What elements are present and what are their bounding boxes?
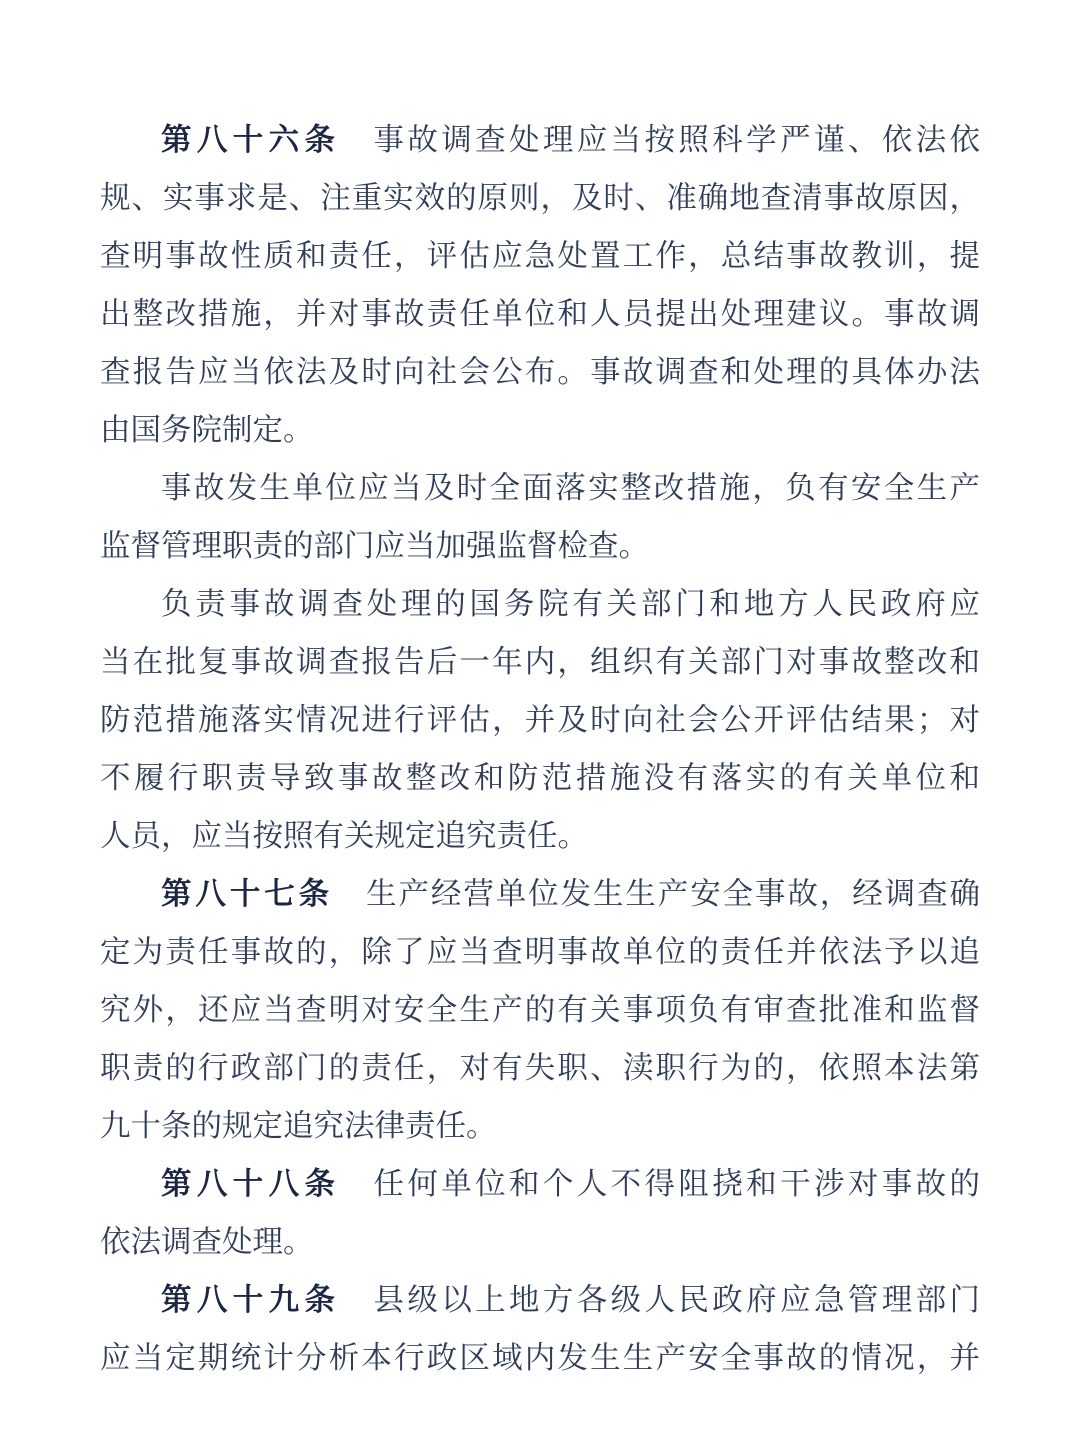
text-line: 第八十七条 生产经营单位发生生产安全事故，经调查确 bbox=[161, 877, 981, 911]
text-line: 九十条的规定追究法律责任。 bbox=[100, 1109, 497, 1143]
text-line: 第八十九条 县级以上地方各级人民政府应急管理部门 bbox=[161, 1283, 981, 1317]
text-line: 规、实事求是、注重实效的原则，及时、准确地查清事故原因， bbox=[100, 181, 980, 215]
article-number-label: 第八十九条 bbox=[161, 1283, 341, 1317]
text-line: 事故发生单位应当及时全面落实整改措施，负有安全生产 bbox=[161, 471, 980, 505]
text-line: 负责事故调查处理的国务院有关部门和地方人民政府应 bbox=[161, 587, 980, 621]
text-line: 当在批复事故调查报告后一年内，组织有关部门对事故整改和 bbox=[100, 645, 980, 679]
article-paragraph bbox=[100, 111, 980, 459]
body-paragraph bbox=[100, 575, 980, 865]
article-number-label: 第八十六条 bbox=[161, 123, 341, 157]
text-line: 防范措施落实情况进行评估，并及时向社会公开评估结果；对 bbox=[100, 703, 980, 737]
text-line: 人员，应当按照有关规定追究责任。 bbox=[100, 819, 588, 853]
text-line: 职责的行政部门的责任，对有失职、渎职行为的，依照本法第 bbox=[100, 1051, 980, 1085]
text-line: 监督管理职责的部门应当加强监督检查。 bbox=[100, 529, 649, 563]
text-line: 查明事故性质和责任，评估应急处置工作，总结事故教训，提 bbox=[100, 239, 980, 273]
text-line: 不履行职责导致事故整改和防范措施没有落实的有关单位和 bbox=[100, 761, 980, 795]
article-paragraph bbox=[100, 1155, 980, 1271]
text-line: 由国务院制定。 bbox=[100, 413, 314, 447]
article-paragraph bbox=[100, 865, 980, 1155]
article-paragraph bbox=[100, 1271, 980, 1387]
text-line: 查报告应当依法及时向社会公布。事故调查和处理的具体办法 bbox=[100, 355, 980, 389]
text-line: 出整改措施，并对事故责任单位和人员提出处理建议。事故调 bbox=[100, 297, 980, 331]
text-line: 第八十六条 事故调查处理应当按照科学严谨、依法依 bbox=[161, 123, 981, 157]
text-line: 应当定期统计分析本行政区域内发生生产安全事故的情况，并 bbox=[100, 1341, 980, 1375]
text-line: 定为责任事故的，除了应当查明事故单位的责任并依法予以追 bbox=[100, 935, 980, 969]
text-line: 依法调查处理。 bbox=[100, 1225, 314, 1259]
body-paragraph bbox=[100, 459, 980, 575]
article-number-label: 第八十七条 bbox=[161, 877, 334, 911]
text-line: 究外，还应当查明对安全生产的有关事项负有审查批准和监督 bbox=[100, 993, 980, 1027]
text-line: 第八十八条 任何单位和个人不得阻挠和干涉对事故的 bbox=[161, 1167, 981, 1201]
article-number-label: 第八十八条 bbox=[161, 1167, 341, 1201]
